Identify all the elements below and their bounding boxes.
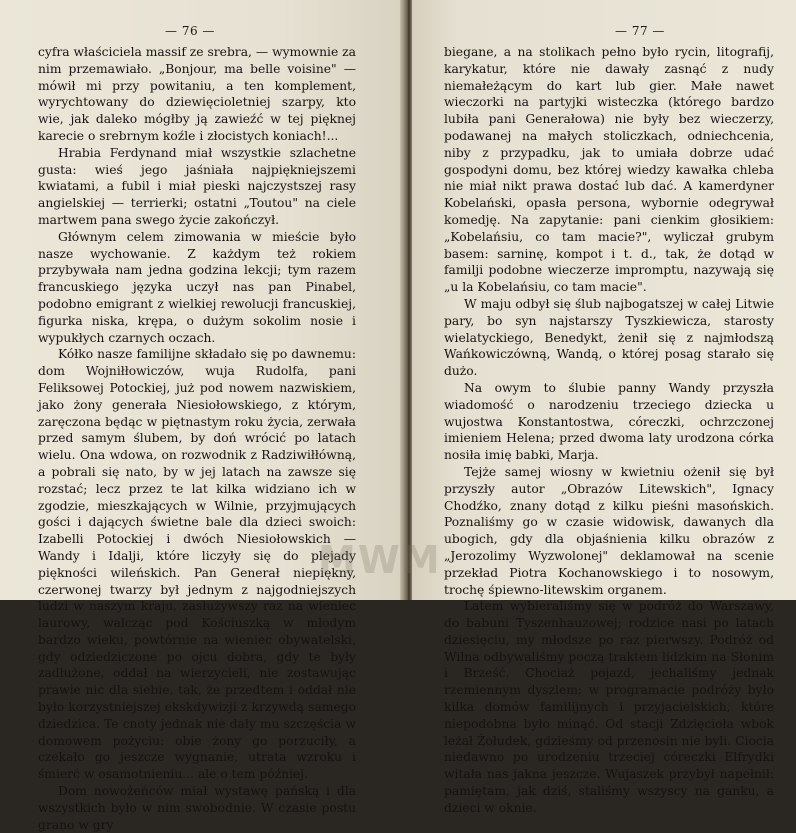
paragraph: Na owym to ślubie panny Wandy przyszła wiadomość o narodzeniu trzeciego dziecka u wujostwa Konstantostwa, córeczki, ochrzczonej imieniem Helena; przed dwoma laty urodzona córka nosiła imię babki, Marja. (444, 380, 774, 463)
paragraph: Hrabia Ferdynand miał wszystkie szlachetne gusta: wieś jego jaśniała najpiękniejszemi kwiatami, a fubil i miał pieski najczystszej rasy angielskiej — terrierki; ostatni „Toutou" na ciele martwem pana swego życie zakończył. (38, 145, 356, 227)
paragraph: Tejże samej wiosny w kwietniu ożenił się był przyszły autor „Obrazów Litewskich", Ignacy Chodźko, znany dotąd z kilku pieśni masońskich. Poznaliśmy go w czasie widowisk, dawanych dla ubogich, gdy dla objaśnienia kilku obrazów z „Jerozolimy Wyzwolonej" deklamował na scenie przekład Piotra Kochanowskiego i to nosowym, trochę śpiewno-litewskim organem. (444, 464, 774, 597)
paragraph: Latem wybieraliśmy się w podróż do Warszawy, do babuni Tyszenhauzowej; rodzice nasi po latach dziesięciu, my młodsze po raz pierwszy. Podróż od Wilna odbywaliśmy począ traktem lidzkim na Słonim i Brześć. Chociaż pojazd, jechaliśmy jednak rzemiennym dyszlem: w programacie podróży było kilka domów familijnych i przyjacielskich, które niepodobna było minąć. Od stacji Zdzięcioła wbok leżał Żołudek, gdzieśmy od przenosin nie byli. Ciocia niedawno po urodzeniu trzeciej córeczki Elfrydki witała nas jakna jeszcze. Wujaszek przybył napełnił: pamiętam, jak dziś, staliśmy wszyscy na ganku, a dzieci w oknie. (444, 599, 774, 815)
paragraph: Głównym celem zimowania w mieście było nasze wychowanie. Z każdym też rokiem przybywała nam jedna godzina lekcji; tym razem francuskiego języka uczył nas pan Pinabel, podobno emigrant z wielkiej rewolucji francuskiej, figurka niska, krępa, o dużym sokolim nosie i wypukłych czarnych oczach. (38, 229, 356, 345)
watermark: MWM (318, 538, 442, 582)
paragraph: biegane, a na stolikach pełno było rycin, litografij, karykatur, które nie dawały zasnąć z nudy niemałeżącym do kart lub gier. Małe nawet wieczorki na partyjki wisteczka (którego bardzo lubiła pani Generałowa) nie były bez wieczerzy, podawanej na małych stoliczkach, odniechcenia, niby z przypadku, jak to umiała dobrze udać gospodyni domu, bez której wiedzy kawałka chleba nie miał nikt prawa dostać lub dać. A kamerdyner Kobelański, opasła persona, wybornie odegrywał komedję. Na zapytanie: pani cienkim głosikiem: „Kobelańsiu, co tam macie?", wyliczał grubym basem: sarninę, kompot i t. d., tak, że dotąd w familji podobne wieczerze impromptu, nazywają się „u la Kobelańsiu, co tam macie". (444, 45, 774, 295)
page-number-left: — 76 — (165, 24, 215, 38)
left-page-text (38, 44, 356, 833)
paragraph: Kółko nasze familijne składało się po dawnemu: dom Wojniłłowiczów, wuja Rudolfa, pani Feliksowej Potockiej, już pod nowem nazwiskiem, jako żony generała Niesiołowskiego, z którym, zaręczona będąc w piętnastym roku życia, zerwała przed samym ślubem, by doń wrócić po latach wielu. Ona wdowa, on rozwodnik z Radziwiłłówną, a pobrali się nato, by w jej latach na zawsze się rozstać; lecz przez te lat kilka widziano ich w zgodzie, mieszkających w Wilnie, przyjmujących gości i dających świetne bale dla dzieci swoich: Izabelli Potockiej i dwóch Niesiołowskich — Wandy i Idalji, które liczyły się do plejady piękności wileńskich. Pan Generał niepiękny, czerwonej twarzy był jednym z najgodniejszych ludzi w naszym kraju, zasłużywszy raz na wieniec laurowy, walcząc pod Kościuszką w młodym bardzo wieku, powtórnie na wieniec obywatelski, gdy odziedziczone po ojcu dobra, gdy te były zadłużone, oddał na wierzycieli, nie zostawując prawie nic dla siebie, tak, że przedtem i oddał nie było korzystniejszej ekskdywizji z krzywdą samego dziedzica. Te cnoty jednak nie dały mu szczęścia w domowem pożyciu: obie żony go porzuciły, a czekało go jeszcze wygnanie, utrata wzroku i śmierć w osamotnieniu... ale o tem później. (38, 347, 356, 782)
right-page (412, 0, 796, 815)
paragraph: W maju odbył się ślub najbogatszej w całej Litwie pary, bo syn najstarszy Tyszkiewicza, starosty wielatyckiego, Benedykt, żenił się z najmłodszą Wańkowiczówną, Wandą, o której posag starało się dużo. (444, 296, 774, 379)
paragraph: Dom nowożeńców miał wystawę pańską i dla wszystkich było w nim swobodnie. W czasie postu grano w gry (38, 784, 356, 832)
paragraph: cyfra właściciela massif ze srebra, — wymownie za nim przemawiało. „Bonjour, ma belle voisine" — mówił mi przy powitaniu, a ten komplement, wyrychtowany do dziewięcioletniej szarpy, kto wie, jak daleko mógłby ją zawieźć w tej pięknej karecie o srebrnym koźle i złocistych koniach!... (38, 45, 356, 143)
page-number-right: — 77 — (615, 24, 665, 38)
right-page-text (444, 44, 774, 817)
